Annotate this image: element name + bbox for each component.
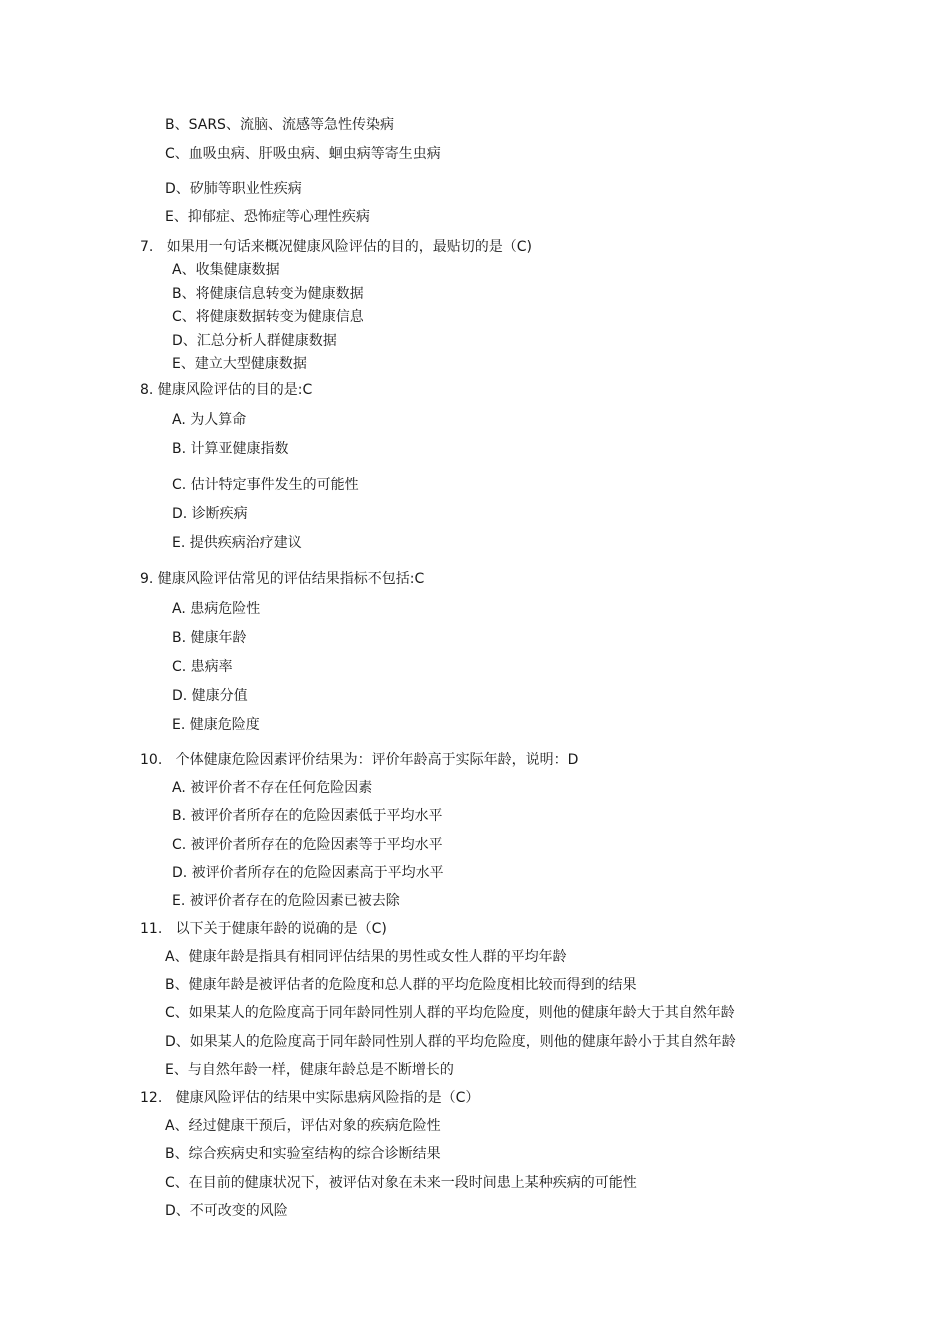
q12-stem: 12. 健康风险评估的结果中实际患病风险指的是（C）	[140, 1090, 480, 1106]
q6-option-c: C、血吸虫病、肝吸虫病、蛔虫病等寄生虫病	[165, 146, 441, 162]
q6-option-b: B、SARS、流脑、流感等急性传染病	[165, 117, 394, 133]
q9-stem: 9. 健康风险评估常见的评估结果指标不包括:C	[140, 571, 425, 587]
q8-option-a: A. 为人算命	[172, 412, 247, 428]
q6-option-d: D、矽肺等职业性疾病	[165, 181, 302, 197]
q11-option-c: C、如果某人的危险度高于同年龄同性别人群的平均危险度，则他的健康年龄大于其自然年龄	[165, 1005, 735, 1021]
q11-option-e: E、与自然年龄一样，健康年龄总是不断增长的	[165, 1062, 454, 1078]
q7-option-e: E、建立大型健康数据	[172, 356, 307, 372]
q10-option-c: C. 被评价者所存在的危险因素等于平均水平	[172, 837, 443, 853]
q9-option-c: C. 患病率	[172, 659, 233, 675]
q11-option-a: A、健康年龄是指具有相同评估结果的男性或女性人群的平均年龄	[165, 949, 567, 965]
q9-option-a: A. 患病危险性	[172, 601, 261, 617]
q9-option-d: D. 健康分值	[172, 688, 248, 704]
q7-option-c: C、将健康数据转变为健康信息	[172, 309, 364, 325]
q10-option-a: A. 被评价者不存在任何危险因素	[172, 780, 373, 796]
q9-option-b: B. 健康年龄	[172, 630, 247, 646]
q12-option-b: B、综合疾病史和实验室结构的综合诊断结果	[165, 1146, 441, 1162]
q11-stem: 11. 以下关于健康年龄的说确的是（C)	[140, 921, 387, 937]
q10-option-d: D. 被评价者所存在的危险因素高于平均水平	[172, 865, 444, 881]
q8-stem: 8. 健康风险评估的目的是:C	[140, 382, 313, 398]
q12-option-c: C、在目前的健康状况下，被评估对象在未来一段时间患上某种疾病的可能性	[165, 1175, 637, 1191]
q8-option-b: B. 计算亚健康指数	[172, 441, 289, 457]
q7-option-a: A、收集健康数据	[172, 262, 280, 278]
q10-stem: 10. 个体健康危险因素评价结果为：评价年龄高于实际年龄，说明：D	[140, 752, 579, 768]
q11-option-d: D、如果某人的危险度高于同年龄同性别人群的平均危险度，则他的健康年龄小于其自然年龄	[165, 1034, 736, 1050]
q6-option-e: E、抑郁症、恐怖症等心理性疾病	[165, 209, 370, 225]
q7-option-d: D、汇总分析人群健康数据	[172, 333, 337, 349]
q7-option-b: B、将健康信息转变为健康数据	[172, 286, 364, 302]
q8-option-e: E. 提供疾病治疗建议	[172, 535, 302, 551]
q12-option-a: A、经过健康干预后，评估对象的疾病危险性	[165, 1118, 441, 1134]
q7-stem: 7. 如果用一句话来概况健康风险评估的目的，最贴切的是（C)	[140, 239, 532, 255]
q11-option-b: B、健康年龄是被评估者的危险度和总人群的平均危险度相比较而得到的结果	[165, 977, 637, 993]
q8-option-d: D. 诊断疾病	[172, 506, 248, 522]
q12-option-d: D、不可改变的风险	[165, 1203, 288, 1219]
q8-option-c: C. 估计特定事件发生的可能性	[172, 477, 359, 493]
q9-option-e: E. 健康危险度	[172, 717, 260, 733]
q10-option-e: E. 被评价者存在的危险因素已被去除	[172, 893, 400, 909]
q10-option-b: B. 被评价者所存在的危险因素低于平均水平	[172, 808, 443, 824]
